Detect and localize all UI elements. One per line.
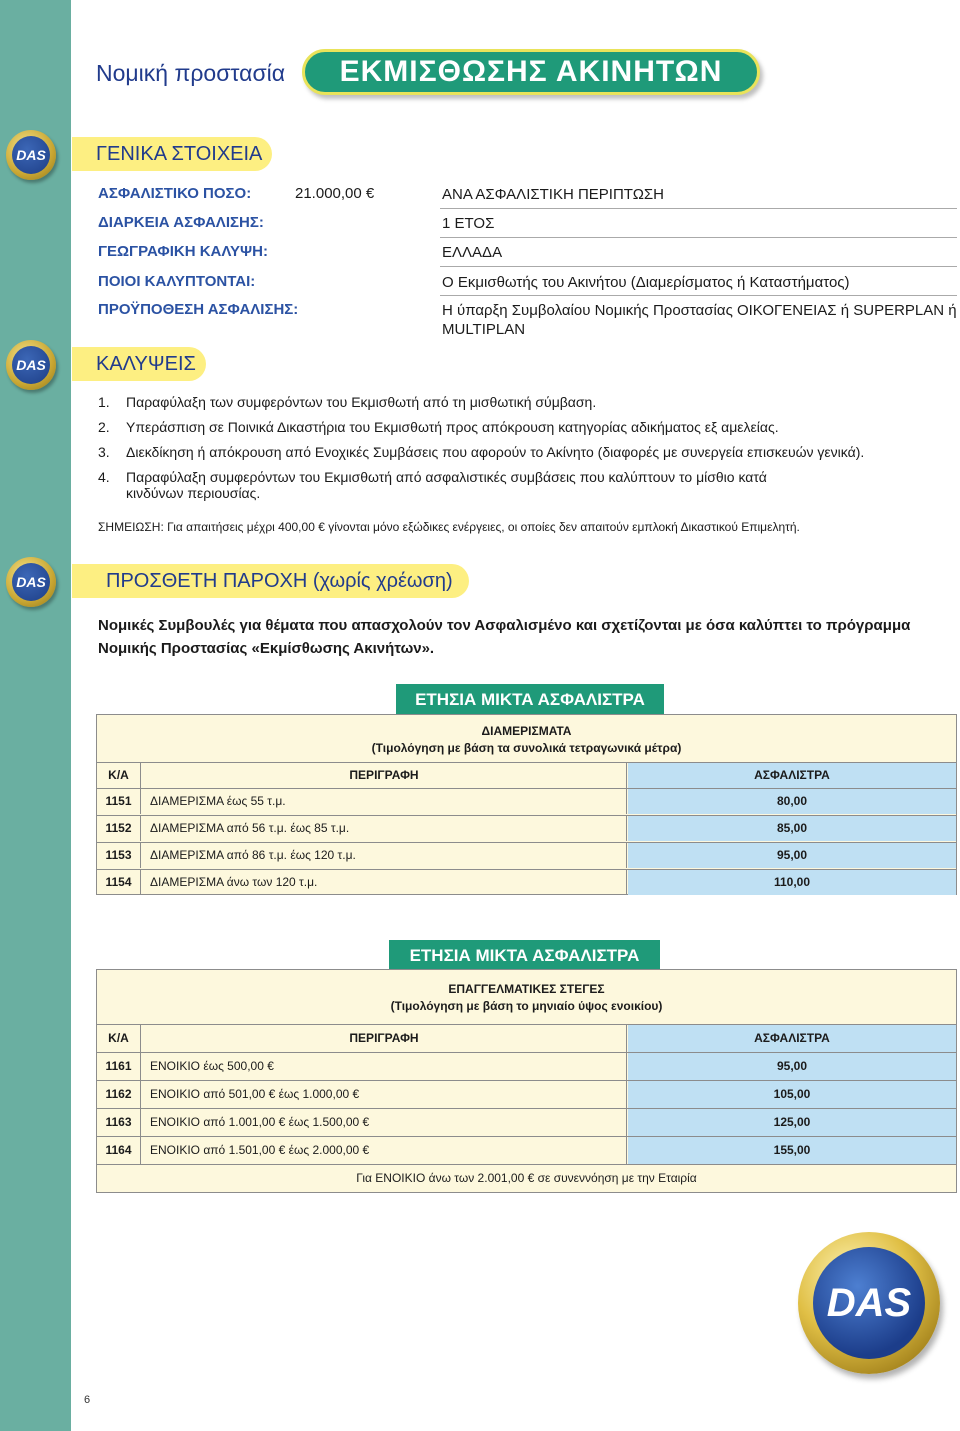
divider bbox=[440, 208, 957, 209]
code-cell: 1153 bbox=[97, 843, 141, 868]
description-cell: ΕΝΟΙΚΙΟ από 1.501,00 € έως 2.000,00 € bbox=[142, 1137, 627, 1164]
column-header: ΑΣΦΑΛΙΣΤΡΑ bbox=[628, 1025, 956, 1052]
title-banner: ΕΚΜΙΣΘΩΣΗΣ ΑΚΙΝΗΤΩΝ bbox=[302, 49, 760, 95]
divider bbox=[440, 237, 957, 238]
section-general-title: ΓΕΝΙΚΑ ΣΤΟΙΧΕΙΑ bbox=[72, 137, 272, 171]
description-cell: ΕΝΟΙΚΙΟ από 1.001,00 € έως 1.500,00 € bbox=[142, 1109, 627, 1136]
premium-cell: 85,00 bbox=[628, 816, 956, 841]
table-header-row bbox=[97, 762, 956, 788]
page-number: 6 bbox=[84, 1394, 91, 1406]
coverage-number: 1. bbox=[98, 394, 110, 410]
table2 bbox=[96, 969, 957, 1193]
table-row bbox=[97, 1108, 956, 1136]
table-row bbox=[97, 815, 956, 841]
description-cell: ΕΝΟΙΚΙΟ από 501,00 € έως 1.000,00 € bbox=[142, 1081, 627, 1108]
divider bbox=[440, 266, 957, 267]
description-cell: ΔΙΑΜΕΡΙΣΜΑ από 86 τ.μ. έως 120 τ.μ. bbox=[142, 843, 627, 868]
column-header: ΑΣΦΑΛΙΣΤΡΑ bbox=[628, 763, 956, 788]
premium-cell: 110,00 bbox=[628, 870, 956, 895]
coverage-text: Παραφύλαξη των συμφερόντων του Εκμισθωτή από τη μισθωτική σύμβαση. bbox=[126, 394, 597, 410]
coverage-number: 2. bbox=[98, 419, 110, 435]
info-value: ΑΝΑ ΑΣΦΑΛΙΣΤΙΚΗ ΠΕΡΙΠΤΩΣΗ bbox=[442, 186, 665, 203]
coverage-text: Παραφύλαξη συμφερόντων του Εκμισθωτή από ασφαλιστικές συμβάσεις που καλύπτουν το μίσθιο κατά κινδύνων περιουσίας. bbox=[126, 469, 767, 501]
table1-caption-subtitle: (Τιμολόγηση με βάση τα συνολικά τετραγωνικά μέτρα) bbox=[371, 741, 682, 755]
das-logo-icon: DAS bbox=[6, 130, 56, 180]
column-header: ΠΕΡΙΓΡΑΦΗ bbox=[142, 1025, 627, 1052]
info-value: Η ύπαρξη Συμβολαίου Νομικής Προστασίας ΟΙΚΟΓΕΝΕΙΑΣ ή SUPERPLAN ή MULTIPLAN bbox=[442, 302, 957, 338]
column-header: Κ/Α bbox=[97, 763, 141, 788]
premium-cell: 105,00 bbox=[628, 1081, 956, 1108]
premium-cell: 125,00 bbox=[628, 1109, 956, 1136]
coverage-number: 4. bbox=[98, 469, 110, 485]
insured-amount: 21.000,00 € bbox=[295, 185, 375, 202]
code-cell: 1162 bbox=[97, 1081, 141, 1108]
info-label: ΓΕΩΓΡΑΦΙΚΗ ΚΑΛΥΨΗ: bbox=[98, 243, 268, 260]
code-cell: 1161 bbox=[97, 1053, 141, 1080]
column-header: Κ/Α bbox=[97, 1025, 141, 1052]
coverage-text: Υπεράσπιση σε Ποινικά Δικαστήρια του Εκμισθωτή προς απόκρουση κατηγορίας αδικήματος εξ αμελείας. bbox=[126, 419, 779, 435]
info-label: ΠΡΟΫΠΟΘΕΣΗ ΑΣΦΑΛΙΣΗΣ: bbox=[98, 301, 299, 318]
divider bbox=[440, 295, 957, 296]
das-logo-icon: DAS bbox=[6, 340, 56, 390]
coverage-text: Διεκδίκηση ή απόκρουση από Ενοχικές Συμβάσεις που αφορούν το Ακίνητο (διαφορές με συνεργεία επισκευών γενικά). bbox=[126, 444, 865, 460]
table-row bbox=[97, 869, 956, 895]
premium-cell: 80,00 bbox=[628, 789, 956, 814]
table-row bbox=[97, 788, 956, 814]
info-value: ΕΛΛΑΔΑ bbox=[442, 244, 503, 261]
section-extra-title: ΠΡΟΣΘΕΤΗ ΠΑΡΟΧΗ (χωρίς χρέωση) bbox=[72, 564, 469, 598]
premium-cell: 155,00 bbox=[628, 1137, 956, 1164]
table2-caption-title: ΕΠΑΓΓΕΛΜΑΤΙΚΕΣ ΣΤΕΓΕΣ bbox=[448, 982, 605, 996]
table2-caption-subtitle: (Τιμολόγηση με βάση το μηνιαίο ύψος ενοικίου) bbox=[390, 999, 663, 1013]
table-row bbox=[97, 1136, 956, 1164]
das-logo-icon: DAS bbox=[6, 557, 56, 607]
code-cell: 1152 bbox=[97, 816, 141, 841]
code-cell: 1163 bbox=[97, 1109, 141, 1136]
code-cell: 1154 bbox=[97, 870, 141, 895]
info-label: ΑΣΦΑΛΙΣΤΙΚΟ ΠΟΣΟ: bbox=[98, 185, 252, 202]
description-cell: ΔΙΑΜΕΡΙΣΜΑ άνω των 120 τ.μ. bbox=[142, 870, 627, 895]
table2-heading: ΕΤΗΣΙΑ ΜΙΚΤΑ ΑΣΦΑΛΙΣΤΡΑ bbox=[389, 940, 660, 971]
info-value: Ο Εκμισθωτής του Ακινήτου (Διαμερίσματος ή Καταστήματος) bbox=[442, 274, 850, 291]
code-cell: 1164 bbox=[97, 1137, 141, 1164]
table1-heading: ΕΤΗΣΙΑ ΜΙΚΤΑ ΑΣΦΑΛΙΣΤΡΑ bbox=[396, 684, 664, 715]
table-header-row bbox=[97, 1024, 956, 1052]
info-label: ΠΟΙΟΙ ΚΑΛΥΠΤΟΝΤΑΙ: bbox=[98, 273, 256, 290]
info-value: 1 ΕΤΟΣ bbox=[442, 215, 495, 232]
info-label: ΔΙΑΡΚΕΙΑ ΑΣΦΑΛΙΣΗΣ: bbox=[98, 214, 264, 231]
table-row bbox=[97, 842, 956, 868]
page-title: Νομική προστασία bbox=[96, 60, 286, 86]
das-large-logo-icon: DAS bbox=[798, 1232, 940, 1374]
premium-cell: 95,00 bbox=[628, 843, 956, 868]
column-header: ΠΕΡΙΓΡΑΦΗ bbox=[142, 763, 627, 788]
table2-footnote: Για ΕΝΟΙΚΙΟ άνω των 2.001,00 € σε συνεννόηση με την Εταιρία bbox=[97, 1164, 956, 1192]
coverage-number: 3. bbox=[98, 444, 110, 460]
description-cell: ΔΙΑΜΕΡΙΣΜΑ από 56 τ.μ. έως 85 τ.μ. bbox=[142, 816, 627, 841]
table-row bbox=[97, 1080, 956, 1108]
table1 bbox=[96, 714, 957, 895]
table1-caption-title: ΔΙΑΜΕΡΙΣΜΑΤΑ bbox=[481, 724, 572, 738]
section-coverage-title: ΚΑΛΥΨΕΙΣ bbox=[72, 347, 206, 381]
side-color-bar bbox=[0, 0, 71, 1431]
code-cell: 1151 bbox=[97, 789, 141, 814]
note-text: ΣΗΜΕΙΩΣΗ: Για απαιτήσεις μέχρι 400,00 € γίνονται μόνο εξώδικες ενέργειες, οι οποίες δεν απαιτούν εμπλοκή Δικαστικού Επιμελητή. bbox=[98, 520, 800, 534]
premium-cell: 95,00 bbox=[628, 1053, 956, 1080]
extra-benefit-text: Νομικές Συμβουλές για θέματα που απασχολούν τον Ασφαλισμένο και σχετίζονται με όσα καλύπτει το πρόγραμμα Νομικής Προστασίας «Εκμίσθωσης Ακινήτων». bbox=[98, 617, 911, 657]
description-cell: ΕΝΟΙΚΙΟ έως 500,00 € bbox=[142, 1053, 627, 1080]
description-cell: ΔΙΑΜΕΡΙΣΜΑ έως 55 τ.μ. bbox=[142, 789, 627, 814]
table-row bbox=[97, 1052, 956, 1080]
